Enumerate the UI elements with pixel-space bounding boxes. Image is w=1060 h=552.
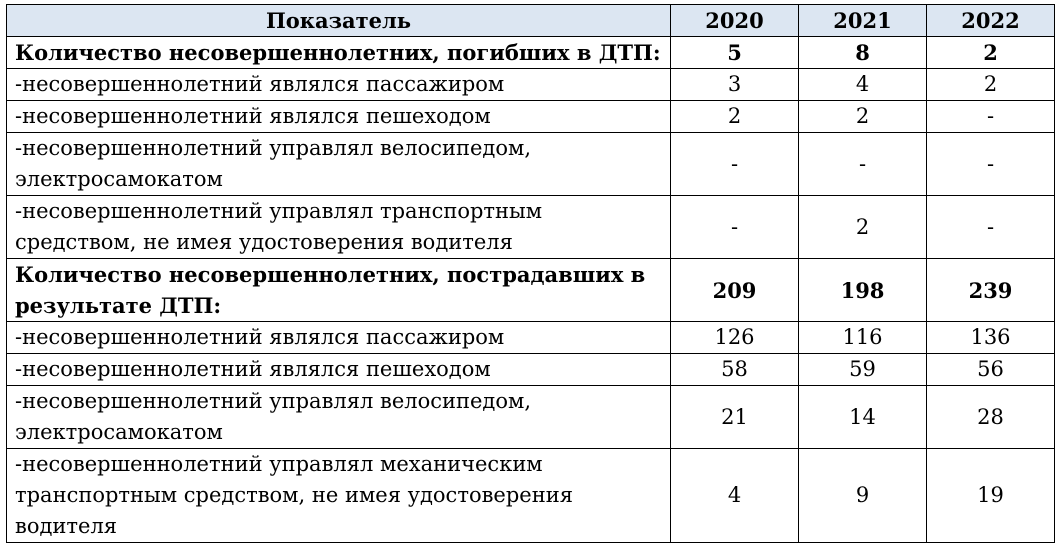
- value-2022: 2: [927, 69, 1055, 101]
- value-2021: 198: [799, 259, 927, 322]
- value-2020: 2: [671, 101, 799, 133]
- value-2021: 4: [799, 69, 927, 101]
- row-label: Количество несовершеннолетних, погибших в ДТП:: [7, 37, 671, 69]
- header-year-2020: 2020: [671, 5, 799, 37]
- value-2021: -: [799, 133, 927, 196]
- table-row: [7, 69, 1055, 101]
- value-2021: 8: [799, 37, 927, 69]
- row-label: -несовершеннолетний являлся пешеходом: [7, 101, 671, 133]
- table-row: [7, 449, 1055, 543]
- value-2022: 28: [927, 386, 1055, 449]
- table-summary-row: [7, 259, 1055, 322]
- row-label: -несовершеннолетний управлял транспортным средством, не имея удостоверения водителя: [7, 196, 671, 259]
- value-2020: -: [671, 133, 799, 196]
- header-indicator: Показатель: [7, 5, 671, 37]
- value-2022: -: [927, 133, 1055, 196]
- row-label: Количество несовершеннолетних, пострадавших в результате ДТП:: [7, 259, 671, 322]
- value-2021: 9: [799, 449, 927, 543]
- value-2022: 19: [927, 449, 1055, 543]
- value-2021: 59: [799, 354, 927, 386]
- row-label: -несовершеннолетний являлся пешеходом: [7, 354, 671, 386]
- value-2020: 5: [671, 37, 799, 69]
- value-2022: 56: [927, 354, 1055, 386]
- row-label: -несовершеннолетний являлся пассажиром: [7, 69, 671, 101]
- value-2021: 2: [799, 101, 927, 133]
- value-2022: 239: [927, 259, 1055, 322]
- row-label: -несовершеннолетний являлся пассажиром: [7, 322, 671, 354]
- value-2022: 2: [927, 37, 1055, 69]
- value-2020: 21: [671, 386, 799, 449]
- row-label: -несовершеннолетний управлял механическим транспортным средством, не имея удостоверения водителя: [7, 449, 671, 543]
- value-2021: 2: [799, 196, 927, 259]
- value-2022: -: [927, 101, 1055, 133]
- table-header-row: [7, 5, 1055, 37]
- value-2021: 14: [799, 386, 927, 449]
- table-row: [7, 386, 1055, 449]
- table-row: [7, 322, 1055, 354]
- value-2020: -: [671, 196, 799, 259]
- table-row: [7, 133, 1055, 196]
- row-label: -несовершеннолетний управлял велосипедом, электросамокатом: [7, 386, 671, 449]
- table-row: [7, 101, 1055, 133]
- value-2022: -: [927, 196, 1055, 259]
- table-body: [7, 37, 1055, 543]
- value-2020: 209: [671, 259, 799, 322]
- value-2020: 126: [671, 322, 799, 354]
- value-2020: 3: [671, 69, 799, 101]
- statistics-table: [6, 4, 1055, 543]
- value-2021: 116: [799, 322, 927, 354]
- table-summary-row: [7, 37, 1055, 69]
- value-2022: 136: [927, 322, 1055, 354]
- value-2020: 4: [671, 449, 799, 543]
- table-row: [7, 196, 1055, 259]
- header-year-2022: 2022: [927, 5, 1055, 37]
- header-year-2021: 2021: [799, 5, 927, 37]
- table-row: [7, 354, 1055, 386]
- value-2020: 58: [671, 354, 799, 386]
- row-label: -несовершеннолетний управлял велосипедом, электросамокатом: [7, 133, 671, 196]
